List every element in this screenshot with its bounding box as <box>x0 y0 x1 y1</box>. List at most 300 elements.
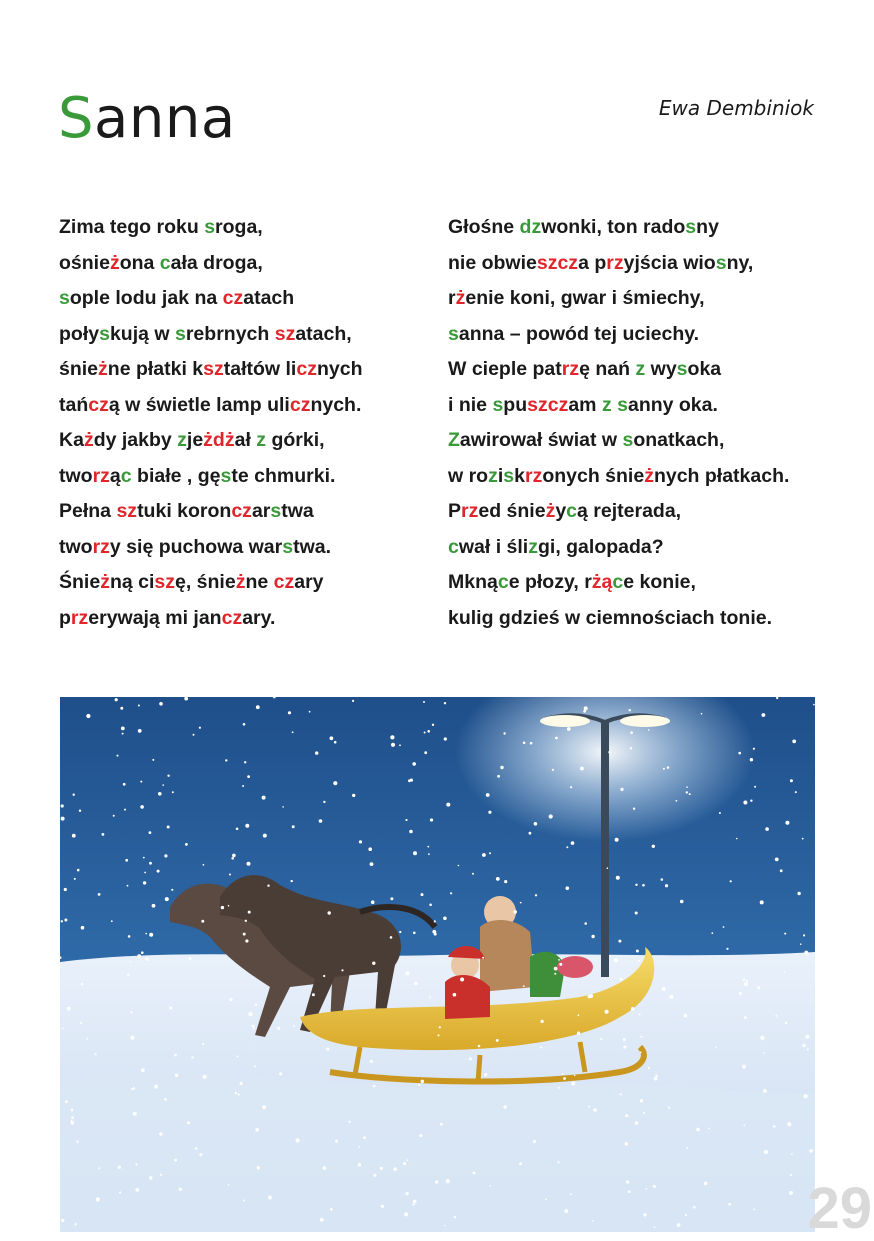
highlight-green: s <box>617 393 628 416</box>
snowflake <box>130 1036 134 1040</box>
snowflake <box>739 992 742 995</box>
snowflake <box>149 933 153 937</box>
snowflake <box>412 1203 414 1205</box>
snowflake <box>530 742 533 745</box>
line-text: ne <box>245 571 274 593</box>
line-text: e płozy, r <box>508 571 592 593</box>
snowflake <box>267 885 269 887</box>
snowflake <box>686 786 688 788</box>
line-text: kulig gdzieś w ciemnościach tonie. <box>448 606 772 629</box>
snowflake <box>309 711 311 713</box>
snowflake <box>245 939 248 942</box>
snowflake <box>440 1123 443 1126</box>
snowflake <box>742 1065 746 1069</box>
line-text: nych. <box>310 393 362 416</box>
highlight-red: rz <box>92 464 110 487</box>
snowflake <box>450 892 452 894</box>
line-text: ał <box>234 429 257 451</box>
snowflake <box>453 993 457 997</box>
poem-line <box>59 281 362 317</box>
title-rest: anna <box>94 86 236 151</box>
poem-line <box>448 317 789 353</box>
snowflake <box>503 1105 506 1108</box>
snowflake <box>174 1054 177 1057</box>
snowflake <box>141 1068 145 1072</box>
snowflake <box>757 986 760 989</box>
snowflake <box>199 1153 202 1156</box>
line-text: śnie <box>59 358 99 380</box>
snowflake <box>121 727 125 731</box>
snowflake <box>120 707 123 710</box>
snowflake <box>520 902 522 904</box>
snowflake <box>413 851 417 855</box>
snowflake <box>738 752 741 755</box>
highlight-green: z <box>635 358 646 380</box>
snowflake <box>592 1220 594 1222</box>
line-text: tuki koron <box>137 500 232 522</box>
snowflake <box>326 1048 329 1051</box>
highlight-red: szcz <box>536 251 579 274</box>
snowflake <box>534 822 538 826</box>
snowflake <box>71 1121 75 1125</box>
line-text: dy jakby <box>93 429 178 451</box>
snowflake <box>578 1014 580 1016</box>
snowflake <box>235 1092 237 1094</box>
snowflake <box>802 1044 805 1047</box>
highlight-red: cz <box>222 287 244 309</box>
highlight-red: sz <box>154 571 175 593</box>
snowflake <box>421 1080 425 1084</box>
snowflake <box>341 969 343 971</box>
snowflake <box>81 926 85 930</box>
highlight-green: s <box>685 216 697 238</box>
snowflake <box>804 1094 808 1098</box>
snowflake <box>523 985 525 987</box>
line-text: twa. <box>293 535 332 558</box>
snowflake <box>423 701 425 703</box>
snowflake <box>744 982 748 986</box>
snowflake <box>552 769 554 771</box>
snowflake <box>618 940 621 943</box>
line-text: onatkach, <box>633 429 725 451</box>
poem-line <box>448 352 789 388</box>
snowflake <box>119 1191 121 1193</box>
snowflake <box>490 1185 492 1187</box>
line-text: ary <box>294 571 324 593</box>
snowflake <box>784 971 786 973</box>
line-text: P <box>448 500 462 522</box>
line-text: Głośne <box>448 216 520 238</box>
highlight-red: cz <box>88 393 109 416</box>
snowflake <box>247 775 250 778</box>
snowflake <box>744 1016 747 1019</box>
snowflake <box>164 854 167 857</box>
highlight-red: cz <box>273 571 295 593</box>
snowflake <box>164 1098 167 1101</box>
snowflake <box>73 794 75 796</box>
snowflake <box>232 854 236 858</box>
snowflake <box>320 1218 324 1222</box>
highlight-red: rz <box>524 464 543 487</box>
snowflake <box>245 920 247 922</box>
snowflake <box>228 1184 230 1186</box>
snowflake <box>746 980 748 982</box>
snowflake <box>689 793 691 795</box>
line-text: anna – powód tej uciechy. <box>458 322 700 345</box>
snowflake <box>421 893 424 896</box>
snowflake <box>743 1125 745 1127</box>
snowflake <box>753 1208 755 1210</box>
snowflake <box>444 737 447 740</box>
line-text: atach, <box>295 322 352 345</box>
line-text: am <box>568 393 602 416</box>
snowflake <box>98 893 101 896</box>
snowflake <box>71 1109 74 1112</box>
poem-line <box>448 601 789 637</box>
snowflake <box>117 755 119 757</box>
poem-line <box>448 246 789 282</box>
snowflake <box>800 943 802 945</box>
snowflake <box>540 1046 542 1048</box>
snowflake <box>608 751 611 754</box>
snowflake <box>368 847 372 851</box>
poem-line <box>59 388 362 424</box>
snowflake <box>128 935 131 938</box>
snowflake <box>559 963 562 966</box>
poem-line <box>448 281 789 317</box>
snowflake <box>245 824 249 828</box>
snowflake <box>149 831 152 834</box>
highlight-red: rz <box>461 500 479 522</box>
snowflake <box>135 1188 139 1192</box>
snowflake <box>797 892 800 895</box>
line-text: ny <box>696 216 719 238</box>
line-text: tałtów li <box>223 358 297 380</box>
line-text: ę, śnie <box>174 571 236 593</box>
snowflake <box>723 926 725 928</box>
highlight-green: s <box>99 322 110 345</box>
snowflake <box>750 758 753 761</box>
snowflake <box>145 957 148 960</box>
snowflake <box>62 1028 64 1030</box>
snowflake <box>145 933 147 935</box>
snowflake <box>503 732 505 734</box>
snowflake <box>446 1179 450 1183</box>
snowflake <box>98 1167 100 1169</box>
snowflake <box>743 978 746 981</box>
snowflake <box>443 917 447 921</box>
poem-line <box>59 494 362 530</box>
poem-line <box>59 210 362 246</box>
line-text: ną ci <box>109 571 155 593</box>
snowflake <box>500 766 503 769</box>
snowflake <box>438 1034 440 1036</box>
line-text: k <box>514 464 525 487</box>
snowflake <box>488 811 491 814</box>
snowflake <box>600 1038 602 1040</box>
snowflake <box>644 1213 647 1216</box>
poem-line <box>59 530 362 566</box>
highlight-green: s <box>174 322 186 345</box>
highlight-red: ż <box>545 500 556 522</box>
snowflake <box>763 1052 765 1054</box>
snowflake <box>684 1014 687 1017</box>
highlight-red: ż <box>455 287 466 309</box>
snowflake <box>446 803 450 807</box>
snowflake <box>262 1105 266 1109</box>
snowflake <box>640 1099 643 1102</box>
snowflake <box>764 1150 768 1154</box>
snowflake <box>628 1190 631 1193</box>
highlight-red: ż <box>100 571 110 593</box>
line-text: ała droga, <box>170 251 263 274</box>
snowflake <box>661 878 664 881</box>
snowflake <box>131 1088 133 1090</box>
snowflake <box>533 1140 536 1143</box>
snowflake <box>653 1185 656 1188</box>
snowflake <box>61 817 65 821</box>
snowflake <box>199 727 201 729</box>
snowflake <box>593 1108 597 1112</box>
poem-line <box>448 565 789 601</box>
highlight-green: z <box>488 464 498 487</box>
snowflake <box>358 1163 361 1166</box>
highlight-green: s <box>282 535 294 558</box>
snowflake <box>61 1219 64 1222</box>
snowflake <box>240 1082 243 1085</box>
snowflake <box>65 1100 68 1103</box>
snowflake <box>152 904 156 908</box>
snowflake <box>614 958 618 962</box>
snowflake <box>623 1038 626 1041</box>
snowflake <box>686 791 688 793</box>
title-initial: S <box>58 86 95 151</box>
snowflake <box>187 1121 190 1124</box>
snowflake <box>701 713 703 715</box>
line-text: wał i śli <box>458 535 529 558</box>
line-text: onych śnie <box>542 464 645 487</box>
snowflake <box>254 1065 256 1067</box>
snowflake <box>348 1121 350 1123</box>
snowflake <box>591 935 594 938</box>
poem-column-left <box>59 210 362 636</box>
snowflake <box>626 1180 629 1183</box>
snowflake <box>149 1176 152 1179</box>
snowflake <box>409 830 413 834</box>
snowflake <box>228 905 230 907</box>
snowflake <box>225 759 227 761</box>
highlight-green: c <box>159 251 171 274</box>
snowflake <box>414 982 417 985</box>
snowflake <box>162 784 164 786</box>
snowflake <box>195 1147 197 1149</box>
snowflake <box>685 1214 687 1216</box>
snowflake <box>419 1134 422 1137</box>
snowflake <box>133 1112 137 1116</box>
snowflake <box>405 971 409 975</box>
snowflake <box>252 1025 255 1028</box>
snowflake <box>743 801 747 805</box>
line-text: r <box>448 287 456 309</box>
line-text: ople lodu jak na <box>69 287 223 309</box>
snowflake <box>102 833 105 836</box>
poem-column-right <box>448 210 789 636</box>
snowflake <box>113 815 115 817</box>
snowflake <box>489 852 491 854</box>
snowflake <box>61 920 63 922</box>
snowflake <box>754 786 756 788</box>
snowflake <box>167 826 170 829</box>
snowflake <box>165 897 169 901</box>
snowflake <box>381 1205 384 1208</box>
snowflake <box>636 950 639 953</box>
highlight-green: dz <box>519 216 542 238</box>
highlight-green: s <box>59 287 70 309</box>
snowflake <box>277 1027 280 1030</box>
snowflake <box>201 920 204 923</box>
snowflake <box>545 1199 547 1201</box>
highlight-red: rz <box>561 358 580 380</box>
highlight-red: ż <box>109 251 120 274</box>
poem-line <box>59 565 362 601</box>
snowflake <box>172 791 174 793</box>
line-text: ne płatki k <box>107 358 204 380</box>
snowflake <box>804 951 808 955</box>
highlight-red: żdż <box>203 429 235 451</box>
highlight-green: c <box>120 464 132 487</box>
snowflake <box>655 1075 657 1077</box>
snowflake <box>663 768 665 770</box>
highlight-red: szcz <box>527 393 569 416</box>
snowflake <box>662 987 666 991</box>
snowflake <box>221 906 224 909</box>
snowflake <box>125 859 128 862</box>
snowflake <box>424 732 426 734</box>
snowflake <box>562 1073 564 1075</box>
line-text: górki, <box>266 429 325 451</box>
snowflake <box>554 973 556 975</box>
snowflake <box>334 741 337 744</box>
line-text: gi, galopada? <box>537 535 664 558</box>
snowflake <box>352 700 354 702</box>
snowflake <box>667 766 670 769</box>
snowflake <box>567 727 571 731</box>
snowflake <box>424 751 427 754</box>
snowflake <box>149 862 152 865</box>
highlight-red: żą <box>591 571 613 593</box>
snowflake <box>563 1077 566 1080</box>
author-name: Ewa Dembiniok <box>658 96 814 120</box>
line-text: yjścia wio <box>623 251 716 274</box>
snowflake <box>427 846 429 848</box>
highlight-red: sz <box>274 322 296 345</box>
snowflake <box>96 1197 100 1201</box>
snowflake <box>144 872 146 874</box>
snowflake <box>405 819 407 821</box>
poem-line <box>59 317 362 353</box>
snowflake <box>665 884 668 887</box>
highlight-green: z <box>528 535 538 558</box>
snowflake <box>143 881 146 884</box>
snowflake <box>469 1057 472 1060</box>
snowflake <box>803 934 805 936</box>
snowflake <box>813 704 815 706</box>
line-text: p <box>59 606 71 629</box>
snowflake <box>629 709 631 711</box>
snowflake <box>72 834 76 838</box>
poem-line <box>448 459 789 495</box>
snowflake <box>243 1200 245 1202</box>
snowflake <box>616 876 620 880</box>
snowflake <box>174 1159 177 1162</box>
snowflake <box>677 1223 681 1227</box>
snowflake <box>394 1167 397 1170</box>
snowflake <box>504 880 507 883</box>
highlight-green: s <box>622 429 634 451</box>
snowflake <box>169 1007 172 1010</box>
snowflake <box>115 698 118 701</box>
snowflake <box>243 723 246 726</box>
snowflake <box>159 702 163 706</box>
line-text: poły <box>59 322 100 345</box>
line-text: ona <box>119 251 160 274</box>
snowflake <box>640 1052 642 1054</box>
snowflake <box>429 996 431 998</box>
snowflake <box>806 1035 810 1039</box>
snowflake <box>790 1174 792 1176</box>
snowflake <box>620 978 623 981</box>
snowflake <box>293 1025 295 1027</box>
snowflake <box>630 747 632 749</box>
snowflake <box>760 900 764 904</box>
line-text: Ka <box>59 429 84 451</box>
highlight-red: sz <box>116 500 138 522</box>
snowflake <box>256 705 260 709</box>
highlight-red: cz <box>296 358 317 380</box>
snowflake <box>202 1043 204 1045</box>
snowflake <box>486 793 490 797</box>
snowflake <box>74 1223 76 1225</box>
snowflake <box>159 1132 162 1135</box>
snowflake <box>607 867 609 869</box>
highlight-green: s <box>220 464 232 487</box>
sleigh-ride-illustration <box>60 697 815 1232</box>
snowflake <box>413 932 416 935</box>
snowflake <box>370 862 374 866</box>
snowflake <box>86 714 90 718</box>
snowflake <box>765 827 769 831</box>
poem-line <box>448 210 789 246</box>
highlight-red: rz <box>70 606 89 629</box>
line-text: e konie, <box>623 571 696 593</box>
snowflake <box>243 933 246 936</box>
highlight-green: Z <box>448 429 460 451</box>
highlight-green: s <box>492 393 504 416</box>
snowflake <box>753 748 755 750</box>
snowflake <box>118 1166 121 1169</box>
line-text: y <box>555 500 567 522</box>
line-text: rebrnych <box>185 322 275 345</box>
snowflake <box>288 711 291 714</box>
snowflake <box>154 1085 158 1089</box>
snowflake <box>571 841 575 845</box>
snowflake <box>654 1077 658 1081</box>
snowflake <box>248 1012 252 1016</box>
line-text: awirował świat w <box>459 429 623 451</box>
snowflake <box>432 724 434 726</box>
snowflake <box>519 1162 522 1165</box>
snowflake <box>263 834 267 838</box>
